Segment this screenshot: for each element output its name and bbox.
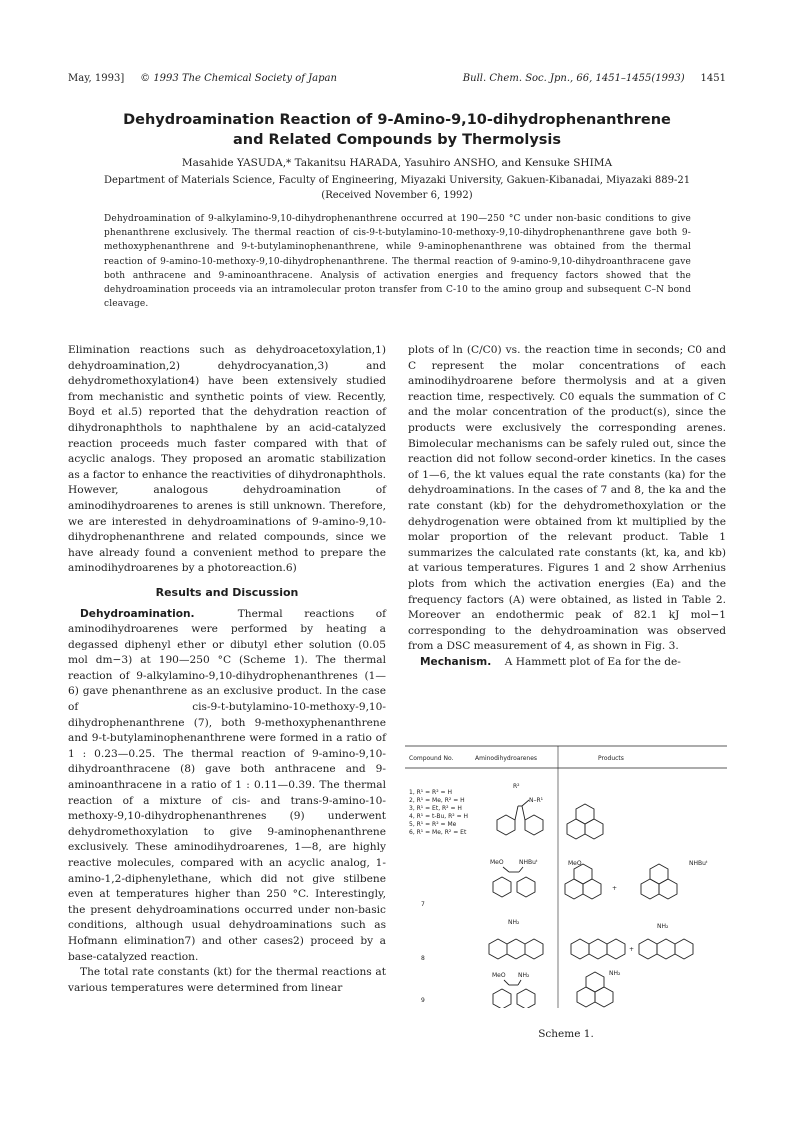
label-nh2-9: NH₂ [518, 972, 530, 979]
scheme-list-4: 4, R¹ = t-Bu, R² = H [409, 813, 469, 820]
right-column [408, 343, 726, 670]
structure-9-aminoanthracene [639, 923, 693, 959]
paragraph-mechanism-text: A Hammett plot of Ea for the de- [504, 655, 681, 668]
scheme-col-products: Products [598, 755, 624, 762]
scheme-col-amino: Aminodihydroarenes [475, 755, 538, 762]
structure-phenanthrene [567, 804, 603, 839]
scheme-list-6: 6, R¹ = Me, R² = Et [409, 829, 467, 836]
scheme-row-7: 7 [421, 901, 425, 908]
label-nhbu-product: NHBuᵗ [689, 860, 708, 867]
scheme-figure [405, 744, 727, 1008]
received-date: (Received November 6, 1992) [321, 190, 473, 201]
paragraph-rate-constants: The total rate constants (kt) for the thermal reactions at various temperatures were determined from linear [68, 966, 386, 994]
section-heading: Results and Discussion [155, 585, 299, 599]
scheme-list-1: 1, R¹ = R² = H [409, 789, 452, 796]
paragraph-dehydroamination [68, 607, 386, 966]
title-line-2: and Related Compounds by Thermolysis [232, 132, 562, 148]
runin-heading-dehydroamination: Dehydroamination. [80, 607, 195, 620]
affiliation: Department of Materials Science, Faculty of Engineering, Miyazaki University, Gakuen-Kibanadai, Miyazaki 889-21 [103, 175, 691, 186]
scheme-list-5: 5, R¹ = R² = Me [409, 821, 457, 828]
copyright-line: © 1993 The Chemical Society of Japan [140, 73, 337, 84]
label-nh2-product-8: NH₂ [657, 923, 669, 930]
left-column [68, 343, 386, 996]
running-header [68, 72, 726, 86]
author-list: Masahide YASUDA,* Takanitsu HARADA, Yasuhiro ANSHO, and Kensuke SHIMA [181, 157, 613, 169]
article-title [68, 110, 726, 150]
journal-citation: Bull. Chem. Soc. Jpn., 66, 1451–1455(1993) [462, 73, 685, 84]
scheme-caption: Scheme 1. [538, 1028, 594, 1040]
scheme-row-8: 8 [421, 955, 425, 962]
structure-9-butylaminophenanthrene [641, 860, 708, 899]
label-nh2-product-9: NH₂ [609, 970, 621, 977]
paragraph-kinetics: plots of ln (C/C0) vs. the reaction time in seconds; C0 and C represent the molar concentrations of each aminodihydroarene before thermolysis and at a given reaction time, respectively. C0 equals the summation of C and the molar concentration of the product(s), since the products were exclusively the corresponding arenes. Bimolecular mechanisms can be safely ruled out, since the reaction did not follow second-order kinetics. In the cases of 1—6, the kt values equal the rate constants (ka) for the dehydroaminations. In the cases of 7 and 8, the ka and the rate constant (kb) for the dehydromethoxylation or the dehydrogenation were obtained from kt multiplied by the molar proportion of the relevant product. Table 1 summarizes the calculated rate constants (kt, ka, and kb) at various temperatures. Figures 1 and 2 show Arrhenius plots from which the activation energies (Ea) and the frequency factors (A) were obtained, as listed in Table 2. Moreover an endothermic peak of 82.1 kJ mol−1 corresponding to the dehydroamination was observed from a DSC measurement of 4, as shown in Fig. 3. [408, 344, 726, 653]
scheme-row-9: 9 [421, 997, 425, 1004]
structure-9-aminophenanthrene [577, 970, 621, 1007]
scheme-col-compound: Compound No. [409, 755, 454, 762]
issue-date: May, 1993] [68, 73, 125, 84]
structure-dihydrophenanthrene-amine [497, 783, 544, 835]
scheme-list-3: 3, R¹ = Et, R² = H [409, 805, 462, 812]
title-line-1: Dehydroamination Reaction of 9-Amino-9,10-dihydrophenanthrene [123, 112, 671, 128]
plus-7: + [612, 885, 618, 892]
structure-9 [492, 972, 535, 1008]
abstract: Dehydroamination of 9-alkylamino-9,10-dihydrophenanthrene occurred at 190—250 °C under non-basic conditions to give phenanthrene exclusively. The thermal reaction of cis-9-t-butylamino-10-methoxy-9,10-dihydrophenanthrene gave both 9-methoxyphenanthrene and 9-t-butylaminophenanthrene, while 9-aminophenanthrene was obtained from the thermal reaction of 9-amino-10-methoxy-9,10-dihydrophenanthrene. The thermal reaction of 9-amino-9,10-dihydroanthracene gave both anthracene and 9-aminoanthracene. Analysis of activation energies and frequency factors showed that the dehydroamination proceeds via an intramolecular proton transfer from C-10 to the amino group and subsequent C–N bond cleavage. [104, 214, 691, 310]
structure-8 [489, 919, 543, 959]
structure-9-methoxyphenanthrene [565, 860, 601, 899]
label-meo-7: MeO [490, 859, 504, 866]
scheme-list-2: 2, R¹ = Me, R² = H [409, 797, 465, 804]
label-nhbu-7: NHBuᵗ [519, 859, 538, 866]
structure-anthracene [571, 939, 625, 959]
label-meo-product: MeO [568, 860, 582, 867]
paragraph-mechanism [408, 655, 726, 671]
label-n-r1: N–R¹ [529, 797, 544, 804]
paragraph-dehydroamination-text: Thermal reactions of aminodihydroarenes were performed by heating a degassed diphenyl ether or dibutyl ether solution (0.05 mol dm−3) at 190—250 °C (Scheme 1). The thermal reaction of 9-alkylamino-9,10-dihydrophenanthrenes (1—6) gave phenanthrene as an exclusive product. In the case of cis-9-t-butylamino-10-methoxy-9,10-dihydrophenanthrene (7), both 9-methoxyphenanthrene and 9-t-butylaminophenanthrene were formed in a ratio of 1 : 0.23—0.25. The thermal reaction of 9-amino-9,10-dihydroanthracene (8) gave both anthracene and 9-aminoanthracene in a ratio of 1 : 0.11—0.39. The thermal reaction of a mixture of cis- and trans-9-amino-10-methoxy-9,10-dihydrophenanthrenes (9) underwent dehydromethoxylation to give 9-aminophenanthrene exclusively. These aminodihydroarenes, 1—8, are highly reactive molecules, compared with an acyclic analog, 1-amino-1,2-diphenylethane, which did not give stilbene even at temperatures higher than 250 °C. Interestingly, the present dehydroaminations occurred under non-basic conditions, although usual dehydroaminations such as Hofmann elimination7) and other cases2) proceed by a base-catalyzed reaction. [68, 607, 386, 963]
plus-8: + [629, 946, 635, 953]
label-meo-9: MeO [492, 972, 506, 979]
structure-7 [490, 859, 538, 897]
runin-heading-mechanism: Mechanism. [420, 655, 492, 668]
intro-paragraph: Elimination reactions such as dehydroacetoxylation,1) dehydroamination,2) dehydrocyanation,3) and dehydromethoxylation4) have been extensively studied from mechanistic and synthetic points of view. Recently, Boyd et al.5) reported that the dehydration reaction of dihydronaphthols to naphthalene by an acid-catalyzed reaction proceeds much faster compared with that of acyclic analogs. They proposed an aromatic stabilization as a factor to enhance the reactivities of dihydronaphthols. However, analogous dehydroamination of aminodihydroarenes to arenes is still unknown. Therefore, we are interested in dehydroaminations of 9-amino-9,10-dihydrophenanthrene and related compounds, since we have already found a convenient method to prepare the aminodihydroarenes by a photoreaction.6) [68, 344, 386, 575]
page-number: 1451 [700, 73, 726, 84]
scheme-1 [405, 744, 727, 1008]
label-r2: R² [513, 783, 520, 790]
label-nh2-8: NH₂ [508, 919, 520, 926]
